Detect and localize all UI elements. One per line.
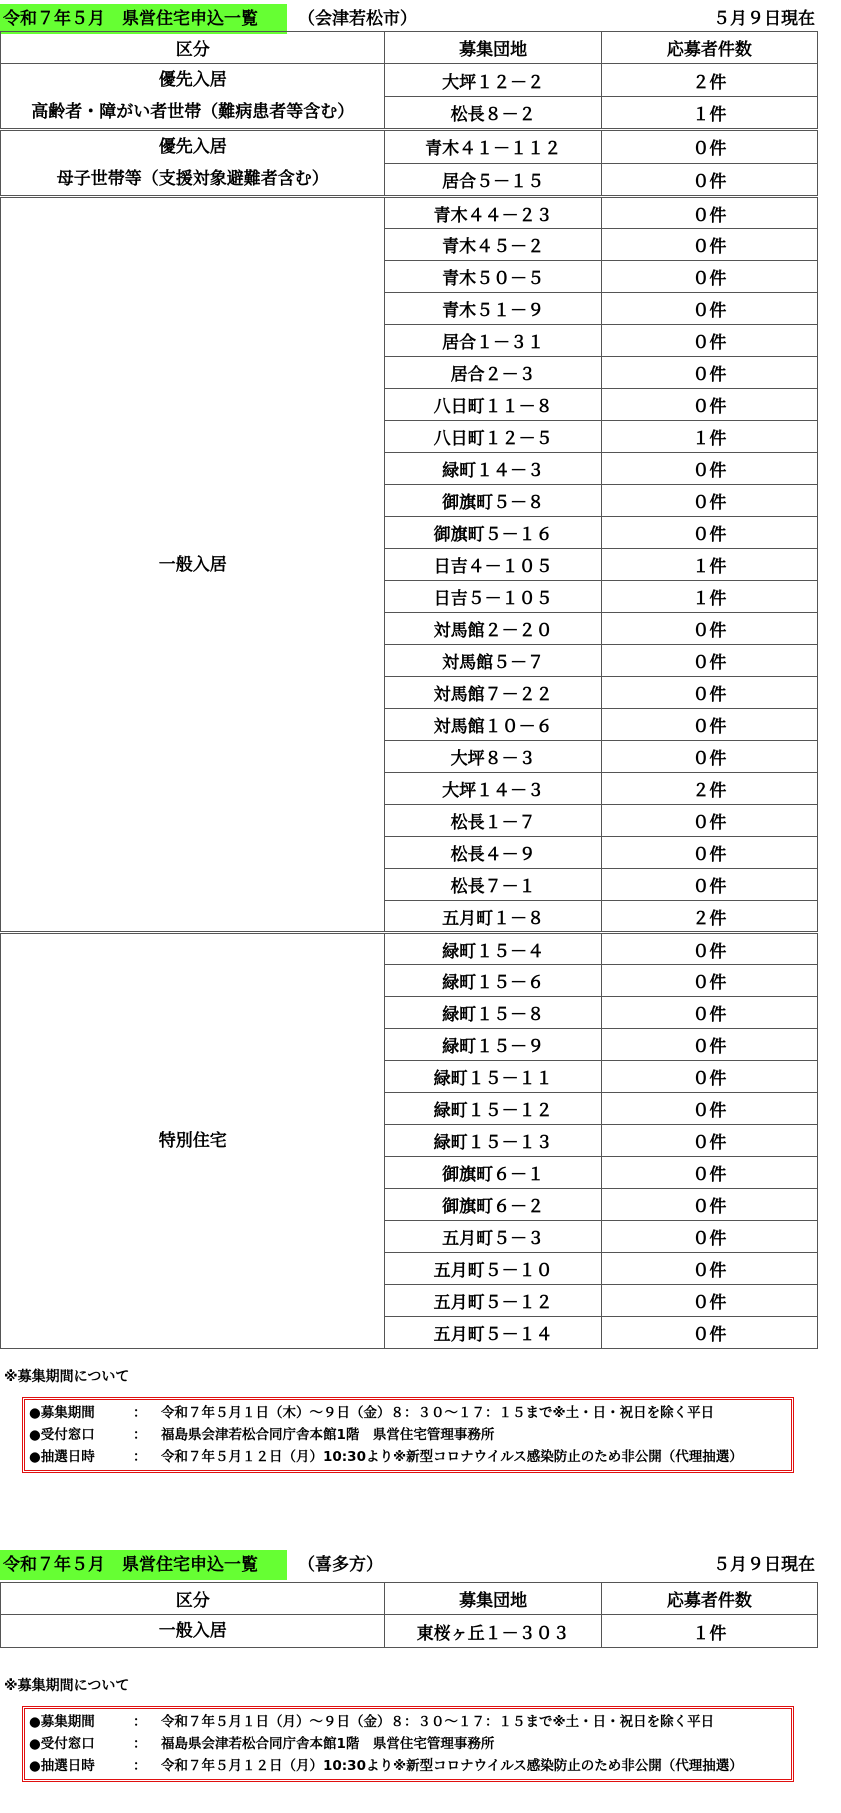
count-cell: １件 <box>601 549 817 581</box>
site-cell: 緑町１５－４ <box>385 933 601 965</box>
site-cell: 緑町１５－１２ <box>385 1093 601 1125</box>
category-text: 一般入居 <box>158 554 227 575</box>
count-cell: １件 <box>601 581 817 613</box>
category-cell <box>1 1615 385 1648</box>
category-label <box>1 549 384 581</box>
info-line <box>29 1711 787 1733</box>
section-2-table <box>0 1582 818 1648</box>
count-cell: ０件 <box>601 389 817 421</box>
count-cell: ０件 <box>601 1221 817 1253</box>
table-row <box>1 130 818 164</box>
site-cell: 五月町５－３ <box>385 1221 601 1253</box>
info-text: 令和７年５月１２日（月）10:30より※新型コロナウイルス感染防止のため非公開（代理抽選） <box>161 1758 743 1774</box>
info-label: ●受付窓口 <box>29 1427 95 1443</box>
info-line <box>29 1402 787 1424</box>
site-cell: 居合５－１５ <box>385 163 601 197</box>
count-cell: ０件 <box>601 130 817 164</box>
site-cell: 松長１－７ <box>385 805 601 837</box>
section-1-table <box>0 31 818 1349</box>
table-row <box>1 933 818 965</box>
site-cell: 緑町１５－１３ <box>385 1125 601 1157</box>
site-cell: 青木４５－２ <box>385 229 601 261</box>
site-cell: 青木４１－１１２ <box>385 130 601 164</box>
header-cell: 区分 <box>1 32 385 64</box>
site-cell: 日吉５－１０５ <box>385 581 601 613</box>
header-cell: 区分 <box>1 1583 385 1615</box>
site-cell: 対馬館５－７ <box>385 645 601 677</box>
site-cell: 大坪１２－２ <box>385 64 601 97</box>
site-cell: 青木５１－９ <box>385 293 601 325</box>
header-cell: 募集団地 <box>385 1583 601 1615</box>
count-cell: ０件 <box>601 1189 817 1221</box>
table-row <box>1 64 818 97</box>
section-1-date: ５月９日現在 <box>713 9 815 29</box>
count-cell: ０件 <box>601 805 817 837</box>
count-cell: ２件 <box>601 773 817 805</box>
site-cell: 八日町１２－５ <box>385 421 601 453</box>
info-line <box>29 1446 787 1468</box>
category-cell <box>1 933 385 1349</box>
count-cell: ０件 <box>601 357 817 389</box>
header-cell: 応募者件数 <box>601 32 817 64</box>
category-text: 優先入居 <box>158 70 227 90</box>
info-separator: ： <box>133 1758 147 1774</box>
table-header-row <box>1 1583 818 1615</box>
site-cell: 対馬館１０－６ <box>385 709 601 741</box>
site-cell: 五月町１－８ <box>385 901 601 933</box>
site-cell: 大坪８－３ <box>385 741 601 773</box>
section-2-date: ５月９日現在 <box>713 1555 815 1575</box>
count-cell: ０件 <box>601 293 817 325</box>
info-separator: ： <box>133 1405 147 1421</box>
category-cell <box>1 64 385 130</box>
table-row <box>1 197 818 229</box>
count-cell: ０件 <box>601 1285 817 1317</box>
count-cell: ０件 <box>601 1029 817 1061</box>
table-header-row <box>1 32 818 64</box>
site-cell: 対馬館７－２２ <box>385 677 601 709</box>
category-cell <box>1 130 385 197</box>
count-cell: １件 <box>601 1615 817 1648</box>
count-cell: ０件 <box>601 837 817 869</box>
site-cell: 日吉４－１０５ <box>385 549 601 581</box>
count-cell: ０件 <box>601 965 817 997</box>
section-1-info-box <box>22 1397 794 1473</box>
table-row <box>1 1615 818 1648</box>
count-cell: ０件 <box>601 997 817 1029</box>
site-cell: 緑町１５－６ <box>385 965 601 997</box>
count-cell: ０件 <box>601 1125 817 1157</box>
site-cell: 五月町５－１０ <box>385 1253 601 1285</box>
count-cell: ０件 <box>601 325 817 357</box>
count-cell: ０件 <box>601 1061 817 1093</box>
section-2-info-box <box>22 1706 794 1782</box>
site-cell: 青木５０－５ <box>385 261 601 293</box>
section-2-city: （喜多方） <box>298 1555 383 1575</box>
count-cell: ０件 <box>601 645 817 677</box>
site-cell: 緑町１５－９ <box>385 1029 601 1061</box>
site-cell: 八日町１１－８ <box>385 389 601 421</box>
info-label: ●抽選日時 <box>29 1758 95 1774</box>
site-cell: 青木４４－２３ <box>385 197 601 229</box>
info-text: 令和７年５月１日（月）～９日（金）８：３０～１７：１５まで※土・日・祝日を除く平日 <box>161 1714 715 1730</box>
info-line <box>29 1755 787 1777</box>
site-cell: 緑町１４－３ <box>385 453 601 485</box>
section-1-header <box>0 4 818 34</box>
site-cell: 東桜ヶ丘１－３０３ <box>385 1615 601 1648</box>
count-cell: ０件 <box>601 229 817 261</box>
category-label <box>1 1615 384 1647</box>
count-cell: １件 <box>601 421 817 453</box>
count-cell: ０件 <box>601 197 817 229</box>
count-cell: ０件 <box>601 453 817 485</box>
info-separator: ： <box>133 1449 147 1465</box>
site-cell: 居合１－３１ <box>385 325 601 357</box>
category-label <box>1 64 384 128</box>
site-cell: 大坪１４－３ <box>385 773 601 805</box>
site-cell: 松長８－２ <box>385 97 601 130</box>
count-cell: ０件 <box>601 869 817 901</box>
count-cell: ０件 <box>601 1317 817 1349</box>
header-cell: 募集団地 <box>385 32 601 64</box>
info-label: ●受付窓口 <box>29 1736 95 1752</box>
count-cell: ０件 <box>601 261 817 293</box>
site-cell: 対馬館２－２０ <box>385 613 601 645</box>
category-label <box>1 131 384 195</box>
category-text: 優先入居 <box>158 137 227 157</box>
count-cell: ０件 <box>601 677 817 709</box>
info-label: ●募集期間 <box>29 1405 95 1421</box>
count-cell: ０件 <box>601 741 817 773</box>
category-cell <box>1 197 385 933</box>
header-cell: 応募者件数 <box>601 1583 817 1615</box>
category-text: 特別住宅 <box>158 1131 227 1151</box>
info-separator: ： <box>133 1714 147 1730</box>
info-label: ●募集期間 <box>29 1714 95 1730</box>
count-cell: ０件 <box>601 613 817 645</box>
category-label <box>1 1125 384 1157</box>
section-1-city: （会津若松市） <box>298 9 417 29</box>
count-cell: ０件 <box>601 163 817 197</box>
count-cell: １件 <box>601 97 817 130</box>
site-cell: 緑町１５－１１ <box>385 1061 601 1093</box>
site-cell: 御旗町６－１ <box>385 1157 601 1189</box>
info-label: ●抽選日時 <box>29 1449 95 1465</box>
count-cell: ０件 <box>601 709 817 741</box>
info-separator: ： <box>133 1427 147 1443</box>
site-cell: 居合２－３ <box>385 357 601 389</box>
count-cell: ０件 <box>601 1157 817 1189</box>
info-separator: ： <box>133 1736 147 1752</box>
count-cell: ２件 <box>601 64 817 97</box>
site-cell: 緑町１５－８ <box>385 997 601 1029</box>
section-1-note: ※募集期間について <box>4 1369 130 1385</box>
section-2-header <box>0 1550 818 1580</box>
count-cell: ０件 <box>601 517 817 549</box>
site-cell: 御旗町５－１６ <box>385 517 601 549</box>
info-text: 令和７年５月１２日（月）10:30より※新型コロナウイルス感染防止のため非公開（代理抽選） <box>161 1449 743 1465</box>
site-cell: 松長７－１ <box>385 869 601 901</box>
site-cell: 御旗町６－２ <box>385 1189 601 1221</box>
count-cell: ０件 <box>601 933 817 965</box>
site-cell: 御旗町５－８ <box>385 485 601 517</box>
section-2-title: 令和７年５月 県営住宅申込一覧 <box>0 1550 287 1580</box>
info-line <box>29 1424 787 1446</box>
info-line <box>29 1733 787 1755</box>
count-cell: ０件 <box>601 485 817 517</box>
site-cell: 五月町５－１４ <box>385 1317 601 1349</box>
category-text: 母子世帯等（支援対象避難者含む） <box>56 169 329 189</box>
count-cell: ０件 <box>601 1253 817 1285</box>
site-cell: 松長４－９ <box>385 837 601 869</box>
count-cell: ２件 <box>601 901 817 933</box>
info-text: 福島県会津若松合同庁舎本館1階 県営住宅管理事務所 <box>161 1736 495 1752</box>
info-text: 福島県会津若松合同庁舎本館1階 県営住宅管理事務所 <box>161 1427 495 1443</box>
count-cell: ０件 <box>601 1093 817 1125</box>
info-text: 令和７年５月１日（木）～９日（金）８：３０～１７：１５まで※土・日・祝日を除く平日 <box>161 1405 715 1421</box>
category-text: 高齢者・障がい者世帯（難病患者等含む） <box>31 102 355 122</box>
section-2-note: ※募集期間について <box>4 1678 130 1694</box>
category-text: 一般入居 <box>158 1621 227 1641</box>
section-1-title: 令和７年５月 県営住宅申込一覧 <box>0 4 287 34</box>
site-cell: 五月町５－１２ <box>385 1285 601 1317</box>
